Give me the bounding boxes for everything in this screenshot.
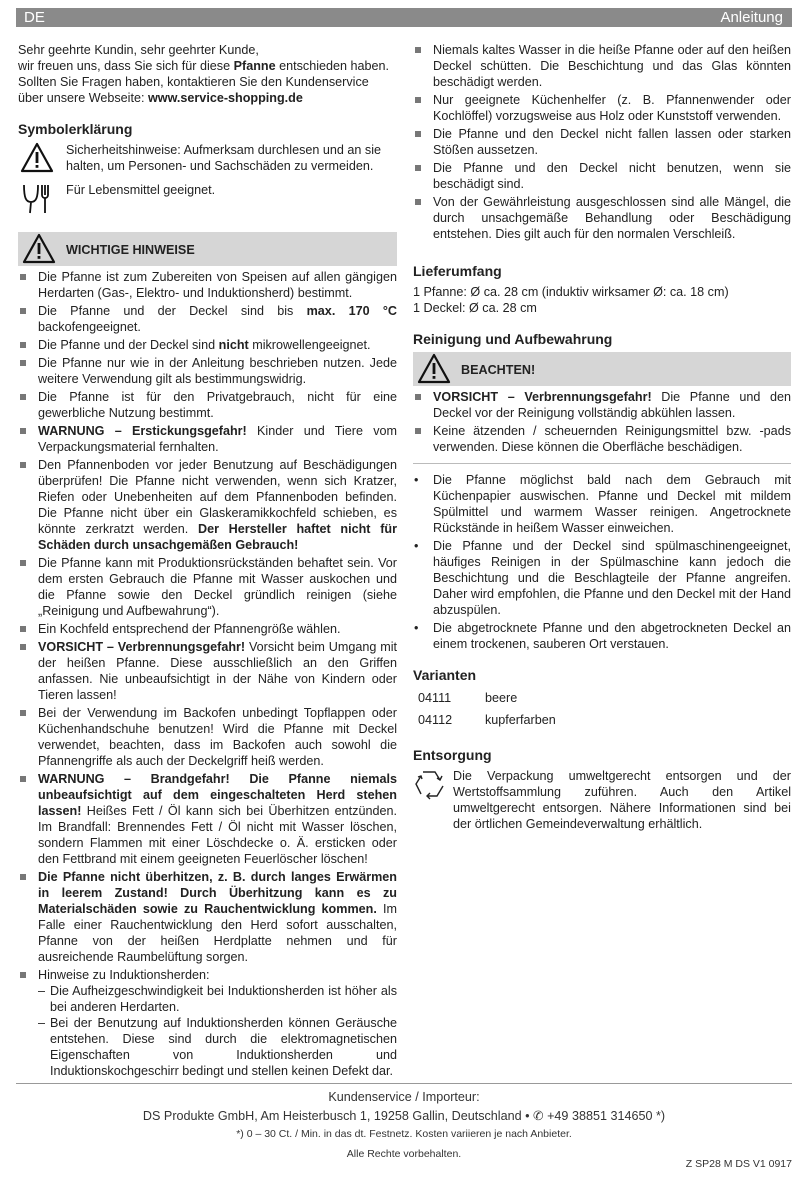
list-item: Die Pfanne und den Deckel nicht benutzen, wenn sie beschädigt sind.: [413, 160, 791, 192]
important-list: [18, 269, 397, 1079]
footer-divider: [16, 1083, 792, 1084]
footer-cost-note: *) 0 – 30 Ct. / Min. in das dt. Festnetz. Kosten variieren je nach Anbieter.: [236, 1128, 572, 1140]
header-bar: [16, 8, 792, 27]
symbol-warning-text: Sicherheitshinweise: Aufmerksam durchlesen und an sie halten, um Personen- und Sachschäden zu vermeiden.: [66, 143, 382, 173]
list-item: Die Pfanne und der Deckel sind bis max. 170 °C backofengeeignet.: [18, 303, 397, 335]
list-item: Ein Kochfeld entsprechend der Pfannengröße wählen.: [18, 621, 397, 637]
list-item: Die Pfanne ist für den Privatgebrauch, nicht für eine gewerbliche Nutzung bestimmt.: [18, 389, 397, 421]
disposal-text: Die Verpackung umweltgerecht entsorgen und der Wertstoffsammlung zuführen. Auch den Artikel umweltgerecht entsorgen. Nähere Informationen sind bei der örtlichen Gemeindeverwaltung erhältlich.: [453, 769, 791, 831]
disposal-section: [413, 746, 791, 832]
list-item: Keine ätzenden / scheuernden Reinigungsmittel bzw. -pads verwenden. Diese können die Oberfläche beschädigen.: [413, 423, 791, 455]
scope-section: [413, 262, 791, 316]
list-item: Die Pfanne und der Deckel sind nicht mikrowellengeeignet.: [18, 337, 397, 353]
scope-item-pan: 1 Pfanne: Ø ca. 28 cm (induktiv wirksamer Ø: ca. 18 cm): [413, 285, 729, 299]
disposal-heading: Entsorgung: [413, 747, 492, 763]
symbols-heading: Symbolerklärung: [18, 121, 133, 137]
footer-service-label: Kundenservice / Importeur:: [328, 1090, 480, 1104]
variant-code: 04111: [418, 691, 452, 705]
table-row: [413, 710, 562, 732]
variants-heading: Varianten: [413, 667, 477, 683]
important-notice-label: WICHTIGE HINWEISE: [66, 243, 195, 257]
cleaning-section: [413, 330, 791, 652]
attention-notice-label: BEACHTEN!: [461, 363, 536, 377]
right-column: [413, 42, 791, 832]
list-item: Den Pfannenboden vor jeder Benutzung auf Beschädigungen überprüfen! Die Pfanne nicht verwenden, wenn sich Kratzer, Riefen oder Unebenheiten auf dem Pfannenboden befinden. Die Pfanne nicht über ein Glaskeramikkochfeld schieben, es könnte zerkratzt werden. Der Hersteller haftet nicht für Schäden durch unsachgemäßen Gebrauch!: [18, 457, 397, 553]
symbol-warning-row: [18, 142, 397, 174]
list-item: • Die Pfanne möglichst bald nach dem Gebrauch mit Küchenpapier auswischen. Pfanne und Deckel mit mildem Spülmittel und warmem Wasser reinigen. Angetrocknete Rückstände in heißem Wasser einweichen.: [413, 472, 791, 536]
list-item: WARNUNG – Brandgefahr! Die Pfanne niemals unbeaufsichtigt auf dem eingeschalteten Herd stehen lassen! Heißes Fett / Öl kann sich bei Überhitzen entzünden. Im Brandfall: Brennendes Fett / Öl nicht mit Wasser löschen, sondern Flammen mit einer Löschdecke o. Ä. ersticken oder den Fettbrand mit einem geeigneten Feuerlöscher löschen!: [18, 771, 397, 867]
disposal-block: [413, 768, 791, 832]
cleaning-steps-list: [413, 472, 791, 652]
recycling-icon: [413, 768, 447, 806]
list-item: Nur geeignete Küchenhelfer (z. B. Pfannenwender oder Kochlöffel) vorzugsweise aus Holz oder Kunststoff verwenden.: [413, 92, 791, 124]
variants-section: [413, 666, 791, 732]
warning-triangle-icon: [20, 142, 54, 178]
list-item: Von der Gewährleistung ausgeschlossen sind alle Mängel, die durch unsachgemäße Behandlung oder Beschädigung entstehen. Dies gilt auch für den normalen Verschleiß.: [413, 194, 791, 242]
cleaning-warning-list: [413, 389, 791, 455]
symbol-food-text: Für Lebensmittel geeignet.: [66, 183, 216, 197]
variant-name: kupferfarben: [485, 713, 556, 727]
list-item: • Die Pfanne und der Deckel sind spülmaschinengeeignet, häufiges Reinigen in der Spülmaschine kann jedoch die Beschichtung und die Beschlagteile der Pfanne angreifen. Daher wird empfohlen, die Pfanne und den Deckel mit der Hand abzuspülen.: [413, 538, 791, 618]
warning-triangle-icon: [22, 233, 56, 269]
intro-text: wir freuen uns, dass Sie sich für diese Pfanne entschieden haben. Sollten Sie Fragen haben, kontaktieren Sie den Kundenservice über unsere Webseite: www.service-shopping.de: [18, 59, 390, 105]
table-row: [413, 688, 562, 710]
sub-list-item: – Bei der Benutzung auf Induktionsherden können Geräusche entstehen. Diese sind durch die elektromagnetischen Eigenschaften von Induktionsherden und Induktionskochgeschirr bedingt und stellen keinen Defekt dar.: [38, 1015, 397, 1079]
induction-sublist: [38, 983, 397, 1079]
list-item: Hinweise zu Induktionsherden: – Die Aufheizgeschwindigkeit bei Induktionsherden ist höher als bei anderen Herdarten. – Bei der Benutzung auf Induktionsherden können Geräusche entstehen. Diese sind durch die elektromagnetischen Eigenschaften von Induktionsherden und Induktionskochgeschirr bedingt und stellen keinen Defekt dar.: [18, 967, 397, 1079]
food-safe-icon: [20, 182, 54, 220]
list-item: VORSICHT – Verbrennungsgefahr! Vorsicht beim Umgang mit der heißen Pfanne. Diese ausschließlich an den Griffen anfassen. Nie unbeaufsichtigt in der Nähe von Kindern oder Tieren lassen!: [18, 639, 397, 703]
list-item: WARNUNG – Erstickungsgefahr! Kinder und Tiere vom Verpackungsmaterial fernhalten.: [18, 423, 397, 455]
important-list-continued: [413, 42, 791, 242]
scope-item-lid: 1 Deckel: Ø ca. 28 cm: [413, 301, 537, 315]
list-item: • Die abgetrocknete Pfanne und den abgetrockneten Deckel an einem trockenen, sauberen Ort verstauen.: [413, 620, 791, 652]
attention-notice-banner: [413, 352, 791, 386]
divider: [413, 463, 791, 464]
sub-list-item: – Die Aufheizgeschwindigkeit bei Induktionsherden ist höher als bei anderen Herdarten.: [38, 983, 397, 1015]
warning-triangle-icon: [417, 353, 451, 389]
list-item: Die Pfanne kann mit Produktionsrückständen behaftet sein. Vor dem ersten Gebrauch die Pfanne mit Wasser auskochen und die Pfanne sowie den Deckel gründlich reinigen (siehe „Reinigung und Aufbewahrung“).: [18, 555, 397, 619]
variants-table: [413, 688, 562, 732]
website-link[interactable]: www.service-shopping.de: [147, 91, 303, 105]
document-id: Z SP28 M DS V1 0917: [685, 1158, 792, 1170]
cleaning-heading: Reinigung und Aufbewahrung: [413, 331, 613, 347]
symbol-food-row: [18, 182, 397, 212]
list-item: Bei der Verwendung im Backofen unbedingt Topflappen oder Küchenhandschuhe benutzen! Wird die Pfanne mit Deckel verwendet, beachten, dass im Backofen auch sowohl die Pfannengriffe als auch der Deckelgriff heiß werden.: [18, 705, 397, 769]
list-item: VORSICHT – Verbrennungsgefahr! Die Pfanne und den Deckel vor der Reinigung vollständig abkühlen lassen.: [413, 389, 791, 421]
list-item: Die Pfanne nicht überhitzen, z. B. durch langes Erwärmen in leerem Zustand! Durch Überhitzung kann es zu Materialschäden sowie zu Rauchentwicklung kommen. Im Falle einer Rauchentwicklung den Herd sofort ausschalten, Pfanne von der heißen Herdplatte nehmen und für ausreichende Raumbelüftung sorgen.: [18, 869, 397, 965]
list-item: Die Pfanne ist zum Zubereiten von Speisen auf allen gängigen Herdarten (Gas-, Elektro- und Induktionsherd) bestimmt.: [18, 269, 397, 301]
important-notice-banner: [18, 232, 397, 266]
footer-rights: Alle Rechte vorbehalten.: [346, 1148, 462, 1160]
footer: [0, 1088, 808, 1164]
document-title: Anleitung: [720, 9, 783, 26]
variant-code: 04112: [418, 713, 453, 727]
left-column: [18, 42, 397, 1081]
list-item: Niemals kaltes Wasser in die heiße Pfanne oder auf den heißen Deckel schütten. Die Beschichtung und das Glas könnten beschädigt werden.: [413, 42, 791, 90]
list-item: Die Pfanne nur wie in der Anleitung beschrieben nutzen. Jede weitere Verwendung gilt als bestimmungswidrig.: [18, 355, 397, 387]
intro-greeting: Sehr geehrte Kundin, sehr geehrter Kunde,: [18, 43, 259, 57]
language-label: DE: [24, 9, 45, 26]
footer-address: DS Produkte GmbH, Am Heisterbusch 1, 19258 Gallin, Deutschland • ✆ +49 38851 314650 *): [142, 1109, 666, 1123]
variant-name: beere: [485, 691, 518, 705]
list-item: Die Pfanne und den Deckel nicht fallen lassen oder starken Stößen aussetzen.: [413, 126, 791, 158]
intro: [18, 42, 397, 106]
scope-heading: Lieferumfang: [413, 263, 502, 279]
